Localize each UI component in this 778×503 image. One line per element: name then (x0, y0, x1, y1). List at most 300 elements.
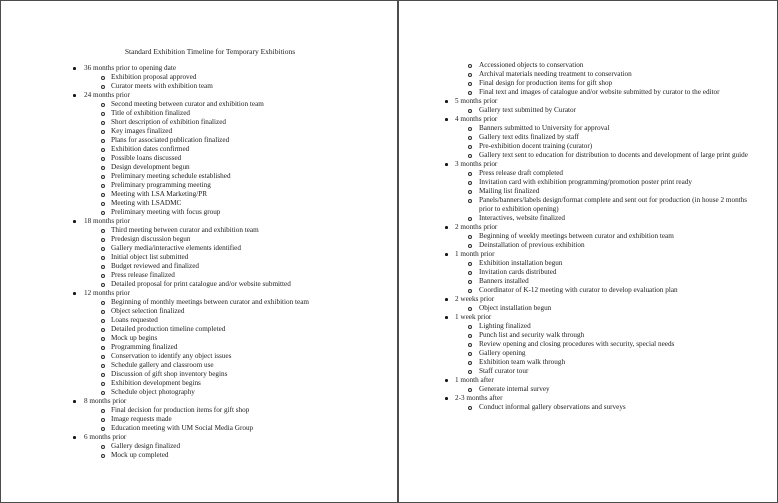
marker-cell (101, 379, 111, 386)
marker-cell (101, 334, 111, 341)
circle-bullet-icon (101, 130, 105, 134)
milestone-label: 6 months prior (84, 433, 127, 441)
timeline-task (1, 370, 397, 379)
bullet-icon (445, 118, 448, 121)
marker-cell (468, 133, 479, 140)
task-label: Gallery opening (479, 349, 526, 357)
timeline-task (399, 259, 778, 268)
task-label: Initial object list submitted (111, 253, 189, 261)
marker-cell (468, 142, 479, 149)
milestone-label: 1 month prior (455, 250, 495, 258)
marker-cell (468, 169, 479, 176)
timeline-task (399, 106, 778, 115)
task-label: Gallery text edits finalized by staff (479, 133, 579, 141)
timeline-task (1, 442, 397, 451)
timeline-task (399, 286, 778, 295)
marker-cell (468, 151, 479, 158)
marker-cell (101, 127, 111, 134)
task-label: Punch list and security walk through (479, 331, 585, 339)
task-label: Plans for associated publication finalized (111, 136, 230, 144)
marker-cell (101, 73, 111, 80)
circle-bullet-icon (101, 328, 105, 332)
circle-bullet-icon (468, 73, 472, 77)
timeline-milestone (399, 394, 778, 403)
circle-bullet-icon (468, 289, 472, 293)
timeline-task (1, 208, 397, 217)
marker-cell (445, 313, 455, 319)
circle-bullet-icon (101, 364, 105, 368)
task-label: Exhibition team walk through (479, 358, 566, 366)
bullet-icon (73, 400, 76, 403)
marker-cell (101, 343, 111, 350)
timeline-task (399, 196, 778, 214)
milestone-label: 1 month after (455, 376, 494, 384)
marker-cell (468, 178, 479, 185)
timeline-task (1, 82, 397, 91)
bullet-icon (445, 298, 448, 301)
marker-cell (101, 316, 111, 323)
marker-cell (101, 208, 111, 215)
task-label: Final design for production items for gift shop (479, 79, 613, 87)
circle-bullet-icon (101, 382, 105, 386)
timeline-task (1, 343, 397, 352)
circle-bullet-icon (101, 157, 105, 161)
task-label: Interactives, website finalized (479, 214, 566, 222)
marker-cell (468, 286, 479, 293)
circle-bullet-icon (468, 235, 472, 239)
circle-bullet-icon (101, 103, 105, 107)
timeline-task (1, 361, 397, 370)
circle-bullet-icon (468, 334, 472, 338)
task-label: Coordinator of K-12 meeting with curator to develop evaluation plan (479, 286, 678, 294)
task-label: Preliminary meeting with focus group (111, 208, 221, 216)
circle-bullet-icon (468, 406, 472, 410)
milestone-label: 3 months prior (455, 160, 498, 168)
circle-bullet-icon (468, 262, 472, 266)
task-label: Final decision for production items for gift shop (111, 406, 250, 414)
timeline-task (1, 244, 397, 253)
milestone-label: 18 months prior (84, 217, 130, 225)
timeline-task (1, 253, 397, 262)
circle-bullet-icon (101, 373, 105, 377)
task-label: Meeting with LSADMC (111, 199, 182, 207)
timeline-milestone (1, 91, 397, 100)
timeline-task (1, 181, 397, 190)
marker-cell (445, 223, 455, 229)
circle-bullet-icon (101, 85, 105, 89)
marker-cell (101, 172, 111, 179)
task-label: Third meeting between curator and exhibition team (111, 226, 259, 234)
marker-cell (101, 235, 111, 242)
timeline-task (399, 124, 778, 133)
marker-cell (468, 367, 479, 374)
task-label: Banners submitted to University for approval (479, 124, 610, 132)
task-label: Accessioned objects to conservation (479, 61, 584, 69)
marker-cell (101, 262, 111, 269)
circle-bullet-icon (101, 229, 105, 233)
task-label: Gallery text submitted by Curator (479, 106, 577, 114)
timeline-task (1, 100, 397, 109)
task-label: Invitation card with exhibition programming/promotion poster print ready (479, 178, 692, 186)
marker-cell (468, 322, 479, 329)
task-label: Generate internal survey (479, 385, 550, 393)
circle-bullet-icon (101, 454, 105, 458)
circle-bullet-icon (101, 256, 105, 260)
marker-cell (101, 244, 111, 251)
timeline-task (399, 304, 778, 313)
task-label: Discussion of gift shop inventory begins (111, 370, 228, 378)
timeline-task (399, 61, 778, 70)
timeline-milestone (399, 115, 778, 124)
circle-bullet-icon (101, 337, 105, 341)
timeline-task (399, 349, 778, 358)
circle-bullet-icon (101, 418, 105, 422)
task-label: Predesign discussion begun (111, 235, 191, 243)
timeline-milestone (399, 313, 778, 322)
timeline-task (399, 322, 778, 331)
bullet-icon (445, 397, 448, 400)
milestone-label: 2-3 months after (455, 394, 503, 402)
timeline-task (1, 136, 397, 145)
task-label: Pre-exhibition docent training (curator) (479, 142, 593, 150)
marker-cell (101, 424, 111, 431)
bullet-icon (445, 226, 448, 229)
circle-bullet-icon (468, 136, 472, 140)
timeline-task (399, 70, 778, 79)
circle-bullet-icon (101, 445, 105, 449)
marker-cell (101, 442, 111, 449)
circle-bullet-icon (101, 265, 105, 269)
timeline-milestone (399, 223, 778, 232)
marker-cell (73, 289, 84, 295)
task-label: Gallery design finalized (111, 442, 181, 450)
task-label: Object installation begun (479, 304, 552, 312)
task-label: Detailed proposal for print catalogue and/or website submitted (111, 280, 291, 288)
task-label: Archival materials needing treatment to conservation (479, 70, 632, 78)
bullet-icon (445, 379, 448, 382)
timeline-task (1, 154, 397, 163)
timeline-task (399, 187, 778, 196)
timeline-task (1, 379, 397, 388)
marker-cell (101, 190, 111, 197)
task-label: Press release draft completed (479, 169, 564, 177)
milestone-label: 1 week prior (455, 313, 492, 321)
timeline-milestone (399, 97, 778, 106)
timeline-milestone (1, 433, 397, 442)
timeline-task (1, 316, 397, 325)
timeline-task (399, 385, 778, 394)
marker-cell (101, 325, 111, 332)
timeline-task (399, 133, 778, 142)
bullet-icon (445, 163, 448, 166)
milestone-label: 2 months prior (455, 223, 498, 231)
timeline-task (1, 388, 397, 397)
timeline-task (399, 358, 778, 367)
timeline-task (1, 415, 397, 424)
marker-cell (101, 280, 111, 287)
task-label: Final text and images of catalogue and/or website submitted by curator to the editor (479, 88, 720, 96)
marker-cell (468, 304, 479, 311)
marker-cell (468, 241, 479, 248)
marker-cell (468, 61, 479, 68)
circle-bullet-icon (101, 121, 105, 125)
milestone-label: 8 months prior (84, 397, 127, 405)
marker-cell (101, 181, 111, 188)
timeline-task (399, 277, 778, 286)
marker-cell (468, 88, 479, 95)
circle-bullet-icon (101, 238, 105, 242)
marker-cell (101, 118, 111, 125)
circle-bullet-icon (468, 307, 472, 311)
document-title: Standard Exhibition Timeline for Temporary Exhibitions (124, 47, 296, 56)
circle-bullet-icon (468, 343, 472, 347)
task-label: Schedule object photography (111, 388, 195, 396)
timeline-milestone (399, 295, 778, 304)
marker-cell (73, 397, 84, 403)
marker-cell (101, 100, 111, 107)
timeline-task (399, 79, 778, 88)
circle-bullet-icon (101, 283, 105, 287)
bullet-icon (73, 220, 76, 223)
marker-cell (468, 196, 479, 203)
circle-bullet-icon (468, 190, 472, 194)
circle-bullet-icon (101, 76, 105, 80)
marker-cell (101, 163, 111, 170)
marker-cell (468, 232, 479, 239)
marker-cell (445, 250, 455, 256)
marker-cell (101, 370, 111, 377)
task-label: Short description of exhibition finalized (111, 118, 226, 126)
task-label: Programming finalized (111, 343, 178, 351)
timeline-milestone (1, 64, 397, 73)
milestone-label: 36 months prior to opening date (84, 64, 177, 72)
timeline-task (1, 262, 397, 271)
circle-bullet-icon (101, 409, 105, 413)
task-label: Preliminary programming meeting (111, 181, 211, 189)
timeline-milestone (1, 289, 397, 298)
timeline-task (1, 199, 397, 208)
marker-cell (101, 199, 111, 206)
circle-bullet-icon (468, 82, 472, 86)
marker-cell (101, 271, 111, 278)
timeline-task (399, 331, 778, 340)
timeline-task (399, 88, 778, 97)
marker-cell (101, 298, 111, 305)
circle-bullet-icon (468, 91, 472, 95)
marker-cell (73, 64, 84, 70)
marker-cell (468, 385, 479, 392)
task-label: Mailing list finalized (479, 187, 540, 195)
task-label: Key images finalized (111, 127, 173, 135)
bullet-icon (73, 292, 76, 295)
marker-cell (101, 361, 111, 368)
task-label: Possible loans discussed (111, 154, 182, 162)
marker-cell (468, 79, 479, 86)
circle-bullet-icon (101, 274, 105, 278)
marker-cell (468, 187, 479, 194)
marker-cell (468, 268, 479, 275)
task-label: Second meeting between curator and exhibition team (111, 100, 264, 108)
marker-cell (101, 406, 111, 413)
marker-cell (101, 136, 111, 143)
marker-cell (468, 331, 479, 338)
circle-bullet-icon (468, 181, 472, 185)
task-label: Banners installed (479, 277, 529, 285)
timeline-task (399, 403, 778, 412)
timeline-task (1, 190, 397, 199)
timeline-list-page-2 (399, 61, 778, 412)
marker-cell (445, 376, 455, 382)
circle-bullet-icon (468, 244, 472, 248)
circle-bullet-icon (101, 346, 105, 350)
circle-bullet-icon (468, 325, 472, 329)
circle-bullet-icon (468, 64, 472, 68)
marker-cell (468, 403, 479, 410)
task-label: Education meeting with UM Social Media Group (111, 424, 254, 432)
marker-cell (445, 160, 455, 166)
marker-cell (101, 82, 111, 89)
circle-bullet-icon (101, 211, 105, 215)
marker-cell (468, 70, 479, 77)
timeline-task (399, 169, 778, 178)
marker-cell (468, 106, 479, 113)
circle-bullet-icon (468, 217, 472, 221)
task-label: Exhibition dates confirmed (111, 145, 190, 153)
marker-cell (445, 394, 455, 400)
task-label: Meeting with LSA Marketing/PR (111, 190, 208, 198)
circle-bullet-icon (468, 154, 472, 158)
circle-bullet-icon (468, 199, 472, 203)
marker-cell (101, 154, 111, 161)
circle-bullet-icon (468, 172, 472, 176)
task-label: Design development begun (111, 163, 190, 171)
task-label: Beginning of monthly meetings between curator and exhibition team (111, 298, 310, 306)
timeline-task (399, 241, 778, 250)
circle-bullet-icon (468, 352, 472, 356)
timeline-task (399, 214, 778, 223)
timeline-task (1, 73, 397, 82)
circle-bullet-icon (101, 112, 105, 116)
circle-bullet-icon (468, 109, 472, 113)
circle-bullet-icon (101, 175, 105, 179)
timeline-list-page-1 (1, 64, 397, 460)
marker-cell (468, 340, 479, 347)
task-label: Exhibition proposal approved (111, 73, 197, 81)
milestone-label: 24 months prior (84, 91, 130, 99)
marker-cell (468, 124, 479, 131)
page-2 (399, 1, 778, 502)
bullet-icon (445, 316, 448, 319)
marker-cell (101, 253, 111, 260)
task-label: Conduct informal gallery observations and surveys (479, 403, 626, 411)
task-label: Exhibition installation begun (479, 259, 563, 267)
timeline-task (399, 268, 778, 277)
task-label: Exhibition development begins (111, 379, 201, 387)
circle-bullet-icon (101, 184, 105, 188)
timeline-task (1, 127, 397, 136)
marker-cell (101, 226, 111, 233)
task-label: Title of exhibition finalized (111, 109, 190, 117)
task-label: Detailed production timeline completed (111, 325, 226, 333)
milestone-label: 4 months prior (455, 115, 498, 123)
timeline-task (1, 325, 397, 334)
circle-bullet-icon (101, 139, 105, 143)
timeline-task (399, 367, 778, 376)
marker-cell (101, 145, 111, 152)
timeline-milestone (399, 160, 778, 169)
circle-bullet-icon (101, 355, 105, 359)
timeline-task (1, 307, 397, 316)
timeline-task (399, 232, 778, 241)
circle-bullet-icon (101, 193, 105, 197)
timeline-task (1, 271, 397, 280)
task-label: Gallery media/interactive elements identified (111, 244, 241, 252)
marker-cell (468, 358, 479, 365)
marker-cell (445, 295, 455, 301)
milestone-label: 2 weeks prior (455, 295, 495, 303)
marker-cell (468, 349, 479, 356)
marker-cell (101, 307, 111, 314)
timeline-task (1, 163, 397, 172)
timeline-task (1, 334, 397, 343)
bullet-icon (73, 67, 76, 70)
task-label: Object selection finalized (111, 307, 185, 315)
circle-bullet-icon (468, 280, 472, 284)
circle-bullet-icon (468, 361, 472, 365)
task-label: Preliminary meeting schedule established (111, 172, 231, 180)
task-label: Deinstallation of previous exhibition (479, 241, 585, 249)
task-label: Lighting finalized (479, 322, 531, 330)
timeline-milestone (1, 217, 397, 226)
circle-bullet-icon (468, 127, 472, 131)
marker-cell (73, 91, 84, 97)
circle-bullet-icon (101, 427, 105, 431)
timeline-task (399, 142, 778, 151)
task-label: Conservation to identify any object issues (111, 352, 232, 360)
task-label: Gallery text sent to education for distribution to docents and development of large print guide (479, 151, 748, 159)
timeline-task (1, 424, 397, 433)
circle-bullet-icon (101, 148, 105, 152)
circle-bullet-icon (101, 202, 105, 206)
circle-bullet-icon (101, 247, 105, 251)
marker-cell (101, 388, 111, 395)
timeline-task (1, 226, 397, 235)
task-label: Budget reviewed and finalized (111, 262, 200, 270)
circle-bullet-icon (468, 388, 472, 392)
marker-cell (101, 451, 111, 458)
circle-bullet-icon (101, 319, 105, 323)
circle-bullet-icon (468, 370, 472, 374)
milestone-label: 12 months prior (84, 289, 130, 297)
task-label: Loans requested (111, 316, 158, 324)
marker-cell (445, 115, 455, 121)
task-label: Beginning of weekly meetings between curator and exhibition team (479, 232, 674, 240)
timeline-milestone (1, 397, 397, 406)
marker-cell (101, 109, 111, 116)
timeline-task (1, 235, 397, 244)
timeline-task (399, 178, 778, 187)
timeline-task (1, 118, 397, 127)
marker-cell (73, 217, 84, 223)
circle-bullet-icon (468, 145, 472, 149)
circle-bullet-icon (468, 271, 472, 275)
bullet-icon (73, 94, 76, 97)
marker-cell (468, 259, 479, 266)
marker-cell (101, 352, 111, 359)
task-label: Curator meets with exhibition team (111, 82, 213, 90)
task-label: Image requests made (111, 415, 172, 423)
timeline-milestone (399, 376, 778, 385)
